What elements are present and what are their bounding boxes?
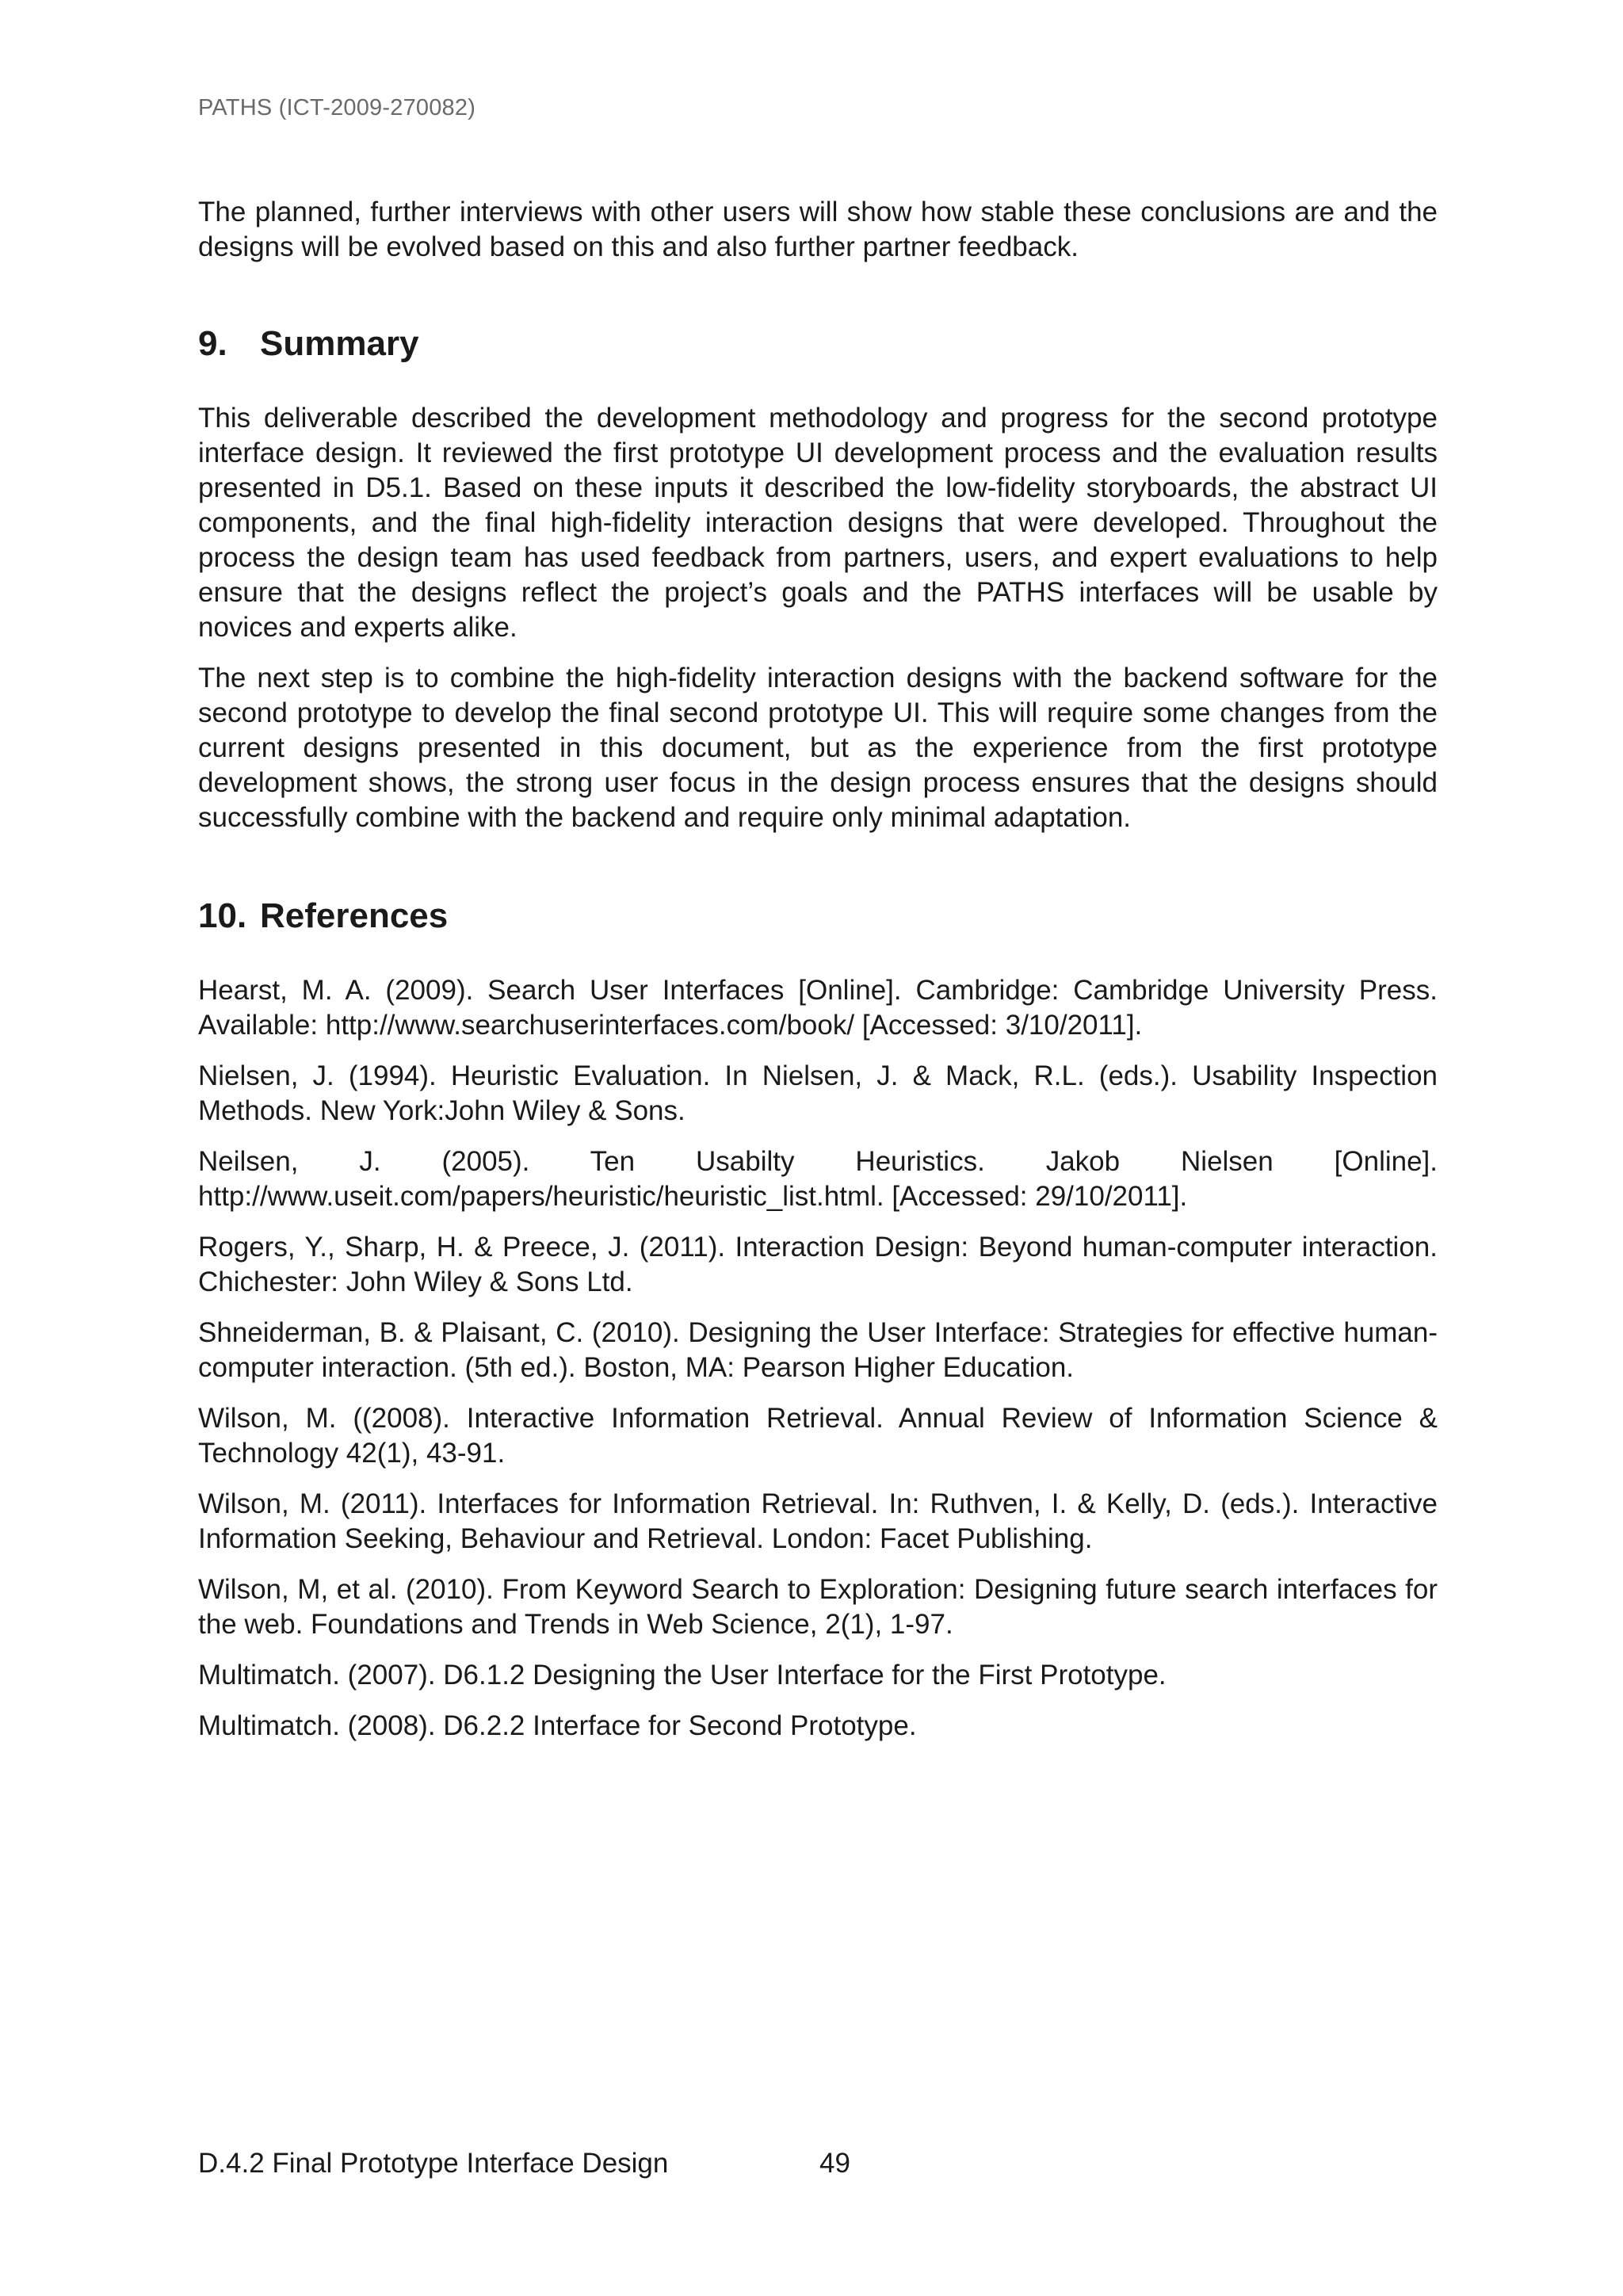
intro-paragraph: The planned, further interviews with other users will show how stable these conclusions are and the designs will be evolved based on this and also further partner feedback. [198, 197, 1438, 262]
summary-heading [198, 322, 1438, 366]
references-heading-title: References [260, 896, 449, 935]
reference-item: Rogers, Y., Sharp, H. & Preece, J. (2011). Interaction Design: Beyond human-computer interaction. Chichester: John Wiley & Sons Ltd. [198, 1232, 1438, 1297]
summary-paragraph-1: This deliverable described the development methodology and progress for the second prototype interface design. It reviewed the first prototype UI development process and the evaluation results presented in D5.1. Based on these inputs it described the low-fidelity storyboards, the abstract UI components, and the final high-fidelity interaction designs that were developed. Throughout the process the design team has used feedback from partners, users, and expert evaluations to help ensure that the designs reflect the project’s goals and the PATHS interfaces will be usable by novices and experts alike. [198, 403, 1438, 643]
reference-item: Multimatch. (2008). D6.2.2 Interface for Second Prototype. [198, 1710, 917, 1741]
references-list [198, 973, 1438, 1744]
page-footer [198, 2146, 850, 2181]
summary-heading-title: Summary [260, 324, 419, 363]
reference-item: Wilson, M, et al. (2010). From Keyword Search to Exploration: Designing future search interfaces for the web. Foundations and Trends in Web Science, 2(1), 1-97. [198, 1574, 1438, 1640]
page-content [198, 195, 1438, 1759]
summary-heading-number: 9. [198, 324, 227, 363]
reference-item: Nielsen, J. (1994). Heuristic Evaluation. In Nielsen, J. & Mack, R.L. (eds.). Usability Inspection Methods. New York:John Wiley & Sons. [198, 1060, 1438, 1126]
reference-item: Shneiderman, B. & Plaisant, C. (2010). Designing the User Interface: Strategies for effective human-computer interaction. (5th ed.). Boston, MA: Pearson Higher Education. [198, 1317, 1438, 1383]
references-heading-number: 10. [198, 896, 247, 935]
running-header: PATHS (ICT-2009-270082) [198, 95, 476, 120]
footer-page-number: 49 [819, 2148, 850, 2179]
reference-item: Wilson, M. ((2008). Interactive Information Retrieval. Annual Review of Information Science & Technology 42(1), 43-91. [198, 1403, 1438, 1469]
summary-paragraph-2: The next step is to combine the high-fidelity interaction designs with the backend software for the second prototype to develop the final second prototype UI. This will require some changes from the current designs presented in this document, but as the experience from the first prototype development shows, the strong user focus in the design process ensures that the designs should successfully combine with the backend and require only minimal adaptation. [198, 663, 1438, 833]
references-heading [198, 894, 1438, 938]
reference-item: Wilson, M. (2011). Interfaces for Information Retrieval. In: Ruthven, I. & Kelly, D. (eds.). Interactive Information Seeking, Behaviour and Retrieval. London: Facet Publishing. [198, 1488, 1438, 1554]
reference-item: Hearst, M. A. (2009). Search User Interfaces [Online]. Cambridge: Cambridge University Press. Available: http://www.searchuserinterfaces.com/book/ [Accessed: 3/10/2011]. [198, 975, 1438, 1041]
footer-document-title: D.4.2 Final Prototype Interface Design [198, 2148, 669, 2179]
reference-item: Neilsen, J. (2005). Ten Usabilty Heuristics. Jakob Nielsen [Online]. http://www.useit.com/papers/heuristic/heuristic_list.html. [Accessed: 29/10/2011]. [198, 1146, 1438, 1212]
reference-item: Multimatch. (2007). D6.1.2 Designing the User Interface for the First Prototype. [198, 1660, 1167, 1690]
